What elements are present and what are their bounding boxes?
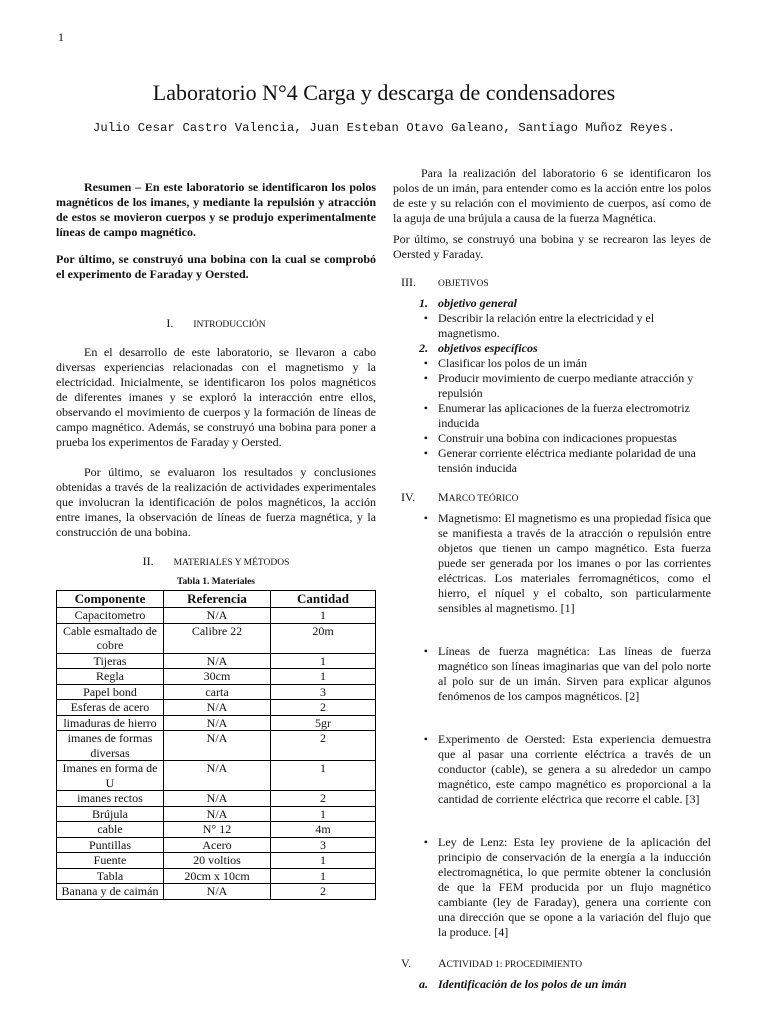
bullet-icon: •	[423, 511, 428, 525]
bullet-icon: •	[423, 644, 428, 658]
objectives-list	[393, 296, 711, 476]
list-text: Clasificar los polos de un imán	[438, 356, 587, 370]
list-item	[393, 446, 711, 476]
table-cell: N/A	[164, 761, 271, 791]
list-item	[393, 511, 711, 616]
section-heading-introduccion: I. INTRODUCCIÓN	[166, 316, 266, 330]
table-cell: cable	[57, 822, 164, 838]
table-cell: 30cm	[164, 669, 271, 685]
table-cell: 1	[271, 868, 376, 884]
table-header-row	[57, 591, 376, 608]
list-item	[393, 341, 711, 356]
table-cell: Papel bond	[57, 684, 164, 700]
table-row	[57, 623, 376, 653]
table-row	[57, 868, 376, 884]
list-marker: 2.	[419, 341, 428, 355]
activity-list	[393, 977, 711, 992]
list-item	[393, 644, 711, 704]
list-item: a. Identificación de los polos de un imán	[419, 977, 627, 991]
table-cell: imanes de formas diversas	[57, 731, 164, 761]
list-marker: •	[423, 446, 428, 460]
list-marker: •	[423, 356, 428, 370]
list-text: Describir la relación entre la electricidad y el magnetismo.	[438, 311, 655, 340]
table-cell: N/A	[164, 731, 271, 761]
authors: Julio Cesar Castro Valencia, Juan Esteban Otavo Galeano, Santiago Muñoz Reyes.	[92, 121, 676, 135]
table-caption: Tabla 1. Materiales	[176, 577, 256, 587]
list-text: Experimento de Oersted: Esta experiencia demuestra que al pasar una corriente eléctrica a través de un conductor (cable), se genera a su alrededor un campo magnético, este campo magnético es proporcional a la cantidad de corriente eléctrica que recorre el cable. [3]	[438, 732, 711, 806]
table-cell: Brújula	[57, 806, 164, 822]
list-text: Construir una bobina con indicaciones propuestas	[438, 431, 677, 445]
table-cell: 2	[271, 791, 376, 807]
section-heading-objetivos: III. OBJETIVOS	[401, 275, 489, 289]
table-cell: Puntillas	[57, 837, 164, 853]
abstract-paragraph: Por último, se construyó una bobina con la cual se comprobó el experimento de Faraday y Oersted.	[56, 252, 376, 281]
section-heading-actividad: V. ACTIVIDAD 1: PROCEDIMIENTO	[401, 956, 583, 970]
table-cell: limaduras de hierro	[57, 715, 164, 731]
materials-table	[56, 590, 376, 900]
right-intro-paragraph: Para la realización del laboratorio 6 se identificaron los polos de un imán, para entender como es la acción entre los polos de este y su relación con el movimiento de cuerpos, así como de la aguja de una brújula a causa de la fuerza Magnética.	[393, 166, 711, 225]
table-cell: 3	[271, 684, 376, 700]
table-row	[57, 700, 376, 716]
list-text: Ley de Lenz: Esta ley proviene de la aplicación del principio de conservación de la energía a la inducción electromagnética, lo que permite obtener la conclusión de que la FEM producida por un flujo magnético cambiante (ley de Faraday), genera una corriente con una dirección que se opone a la variación del flujo que la produce. [4]	[438, 835, 711, 939]
table-cell: N/A	[164, 884, 271, 900]
table-cell: N/A	[164, 791, 271, 807]
table-cell: 1	[271, 761, 376, 791]
list-marker: •	[423, 431, 428, 445]
table-cell: Regla	[57, 669, 164, 685]
theory-list	[393, 511, 711, 940]
table-cell: carta	[164, 684, 271, 700]
table-cell: Banana y de caimán	[57, 884, 164, 900]
table-row	[57, 653, 376, 669]
table-cell: N/A	[164, 806, 271, 822]
list-item	[393, 356, 711, 371]
list-marker: 1.	[419, 296, 428, 310]
table-cell: N° 12	[164, 822, 271, 838]
table-body	[57, 608, 376, 900]
table-row	[57, 731, 376, 761]
table-cell: 5gr	[271, 715, 376, 731]
table-row	[57, 669, 376, 685]
table-cell: Cable esmaltado de cobre	[57, 623, 164, 653]
table-cell: Fuente	[57, 853, 164, 869]
table-cell: Tabla	[57, 868, 164, 884]
table-cell: 2	[271, 700, 376, 716]
list-item	[393, 732, 711, 807]
page-number: 1	[58, 30, 64, 44]
table-cell: 20cm x 10cm	[164, 868, 271, 884]
table-cell: N/A	[164, 700, 271, 716]
intro-paragraph: Por último, se evaluaron los resultados y conclusiones obtenidas a través de la realización de actividades experimentales que involucran la identificación de polos magnéticos, la acción entre imanes, la observación de líneas de fuerza magnética, y la construcción de una bobina.	[56, 465, 376, 539]
table-header: Componente	[57, 591, 164, 608]
bullet-icon: •	[423, 732, 428, 746]
list-marker: •	[423, 311, 428, 325]
list-item	[393, 296, 711, 311]
table-cell: 1	[271, 806, 376, 822]
right-intro-paragraph: Por último, se construyó una bobina y se recrearon las leyes de Oersted y Faraday.	[393, 232, 711, 261]
list-text: objetivo general	[438, 296, 517, 310]
table-row	[57, 806, 376, 822]
table-cell: Tijeras	[57, 653, 164, 669]
list-text: objetivos específicos	[438, 341, 538, 355]
bullet-icon: •	[423, 835, 428, 849]
paper-title: Laboratorio N°4 Carga y descarga de condensadores	[152, 80, 616, 105]
list-text: Generar corriente eléctrica mediante polaridad de una tensión inducida	[438, 446, 696, 475]
table-row	[57, 715, 376, 731]
list-item	[393, 835, 711, 940]
list-item	[393, 401, 711, 431]
table-cell: 2	[271, 884, 376, 900]
table-row	[57, 684, 376, 700]
list-item	[393, 311, 711, 341]
table-row	[57, 837, 376, 853]
table-cell: Capacitometro	[57, 608, 164, 624]
table-cell: 1	[271, 653, 376, 669]
table-row	[57, 791, 376, 807]
table-cell: imanes rectos	[57, 791, 164, 807]
table-cell: 4m	[271, 822, 376, 838]
list-text: Producir movimiento de cuerpo mediante atracción y repulsión	[438, 371, 694, 400]
table-cell: 1	[271, 669, 376, 685]
table-cell: 1	[271, 608, 376, 624]
table-row	[57, 884, 376, 900]
list-item	[393, 431, 711, 446]
intro-paragraph: En el desarrollo de este laboratorio, se llevaron a cabo diversas experiencias relacionadas con el magnetismo y la electricidad. Inicialmente, se identificaron los polos magnéticos de diferentes imanes y se exploró la interacción entre ellos, observando el movimiento de cuerpos y la formación de líneas de campo magnético. Además, se construyó una bobina para poner a prueba los experimentos de Faraday y Oersted.	[56, 345, 376, 449]
table-cell: N/A	[164, 715, 271, 731]
table-cell: Esferas de acero	[57, 700, 164, 716]
right-column	[393, 166, 711, 992]
list-text: Líneas de fuerza magnética: Las líneas de fuerza magnético son líneas imaginarias que van del polo norte al polo sur de un imán. Sirven para explicar algunos fenómenos de los campos magnéticos. [2]	[438, 644, 711, 703]
list-marker: •	[423, 371, 428, 385]
table-header: Referencia	[164, 591, 271, 608]
list-text: Enumerar las aplicaciones de la fuerza electromotriz inducida	[438, 401, 690, 430]
table-cell: 3	[271, 837, 376, 853]
list-item	[393, 371, 711, 401]
list-text: Magnetismo: El magnetismo es una propiedad física que se manifiesta a través de la atracción o repulsión entre objetos que tienen un campo magnético. Esta fuerza puede ser generada por los imanes o por las corrientes eléctricas. Los materiales ferromagnéticos, como el hierro, el níquel y el cobalto, son particularmente sensibles al magnetismo. [1]	[438, 511, 711, 615]
table-cell: N/A	[164, 653, 271, 669]
table-cell: Imanes en forma de U	[57, 761, 164, 791]
table-cell: 20m	[271, 623, 376, 653]
section-heading-marco-teorico: IV. MARCO TEÓRICO	[401, 490, 519, 504]
table-row	[57, 761, 376, 791]
table-cell: 2	[271, 731, 376, 761]
abstract-paragraph: Resumen – En este laboratorio se identificaron los polos magnéticos de los imanes, y mediante la repulsión y atracción de estos se movieron cuerpos y se produjo experimentalmente líneas de campo magnético.	[56, 180, 376, 239]
table-row	[57, 853, 376, 869]
table-cell: Calibre 22	[164, 623, 271, 653]
table-cell: 20 voltios	[164, 853, 271, 869]
table-cell: N/A	[164, 608, 271, 624]
table-cell: Acero	[164, 837, 271, 853]
table-row	[57, 822, 376, 838]
list-marker: •	[423, 401, 428, 415]
table-cell: 1	[271, 853, 376, 869]
table-row	[57, 608, 376, 624]
left-column	[56, 166, 376, 900]
section-heading-materiales: II. MATERIALES Y MÉTODOS	[142, 554, 290, 568]
table-header: Cantidad	[271, 591, 376, 608]
abstract	[56, 180, 376, 282]
